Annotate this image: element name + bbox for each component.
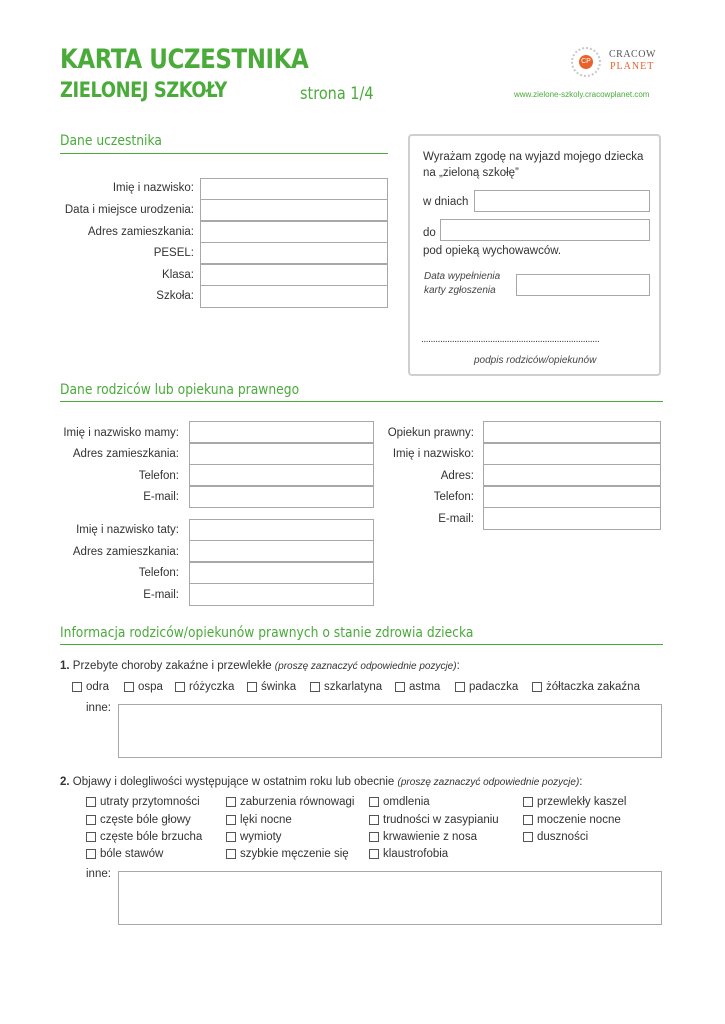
checkbox-symptom[interactable]: [86, 796, 200, 808]
checkbox-symptom[interactable]: [369, 831, 477, 843]
checkbox-symptom[interactable]: [523, 831, 588, 843]
field-label: Imię i nazwisko taty:: [76, 524, 179, 536]
section-parents-title: Dane rodziców lub opiekuna prawnego: [60, 382, 300, 398]
checkbox-label: bóle stawów: [100, 848, 164, 860]
participant-class-input[interactable]: [200, 264, 388, 286]
checkbox-symptom[interactable]: [226, 848, 349, 860]
checkbox-square[interactable]: [247, 682, 257, 692]
checkbox-label: żółtaczka zakaźna: [546, 681, 640, 693]
q2-text: Objawy i dolegliwości występujące w ostatnim roku lub obecnie: [72, 776, 395, 788]
checkbox-label: utraty przytomności: [100, 796, 200, 808]
father-address-input[interactable]: [189, 540, 374, 562]
title-line1: KARTA UCZESTNIKA: [60, 44, 309, 75]
checkbox-square[interactable]: [369, 832, 379, 842]
field-label: Telefon:: [138, 470, 179, 482]
checkbox-label: częste bóle brzucha: [100, 831, 203, 843]
checkbox-square[interactable]: [310, 682, 320, 692]
section-rule: [60, 644, 663, 645]
checkbox-label: padaczka: [469, 681, 519, 693]
checkbox-label: astma: [409, 681, 441, 693]
checkbox-label: duszności: [537, 831, 589, 843]
checkbox-square[interactable]: [175, 682, 185, 692]
q1-text: Przebyte choroby zakaźne i przewlekłe: [72, 660, 272, 672]
checkbox-rozyczka[interactable]: [175, 681, 234, 693]
checkbox-square[interactable]: [226, 797, 236, 807]
mother-phone-input[interactable]: [189, 464, 374, 486]
q2-hint: (proszę zaznaczyć odpowiednie pozycje): [397, 777, 580, 788]
section-rule: [60, 153, 388, 154]
field-label: Adres:: [440, 470, 474, 482]
field-label: Szkoła:: [156, 290, 194, 302]
consent-from-label: w dniach: [423, 196, 469, 208]
checkbox-square[interactable]: [86, 849, 96, 859]
checkbox-square[interactable]: [455, 682, 465, 692]
q2-other-textarea[interactable]: [118, 871, 662, 925]
guardian-phone-input[interactable]: [483, 486, 661, 508]
field-label: Adres zamieszkania:: [72, 546, 179, 558]
checkbox-square[interactable]: [523, 815, 533, 825]
checkbox-square[interactable]: [226, 849, 236, 859]
checkbox-square[interactable]: [369, 815, 379, 825]
checkbox-zoltaczka[interactable]: [532, 681, 640, 693]
guardian-address-input[interactable]: [483, 464, 661, 486]
checkbox-label: różyczka: [189, 681, 235, 693]
checkbox-square[interactable]: [86, 797, 96, 807]
checkbox-square[interactable]: [86, 832, 96, 842]
other-label: inne:: [86, 868, 111, 880]
checkbox-swinka[interactable]: [247, 681, 296, 693]
consent-to-label: do: [423, 227, 436, 239]
signature-line: ...........................................................................: [421, 334, 600, 345]
checkbox-square[interactable]: [523, 832, 533, 842]
section-participant-title: Dane uczestnika: [60, 133, 162, 149]
checkbox-square[interactable]: [72, 682, 82, 692]
q1-number: 1.: [60, 660, 70, 672]
checkbox-label: lęki nocne: [240, 814, 292, 826]
consent-line1: Wyrażam zgodę na wyjazd mojego dziecka: [423, 151, 644, 163]
checkbox-symptom[interactable]: [369, 796, 430, 808]
section-health-title: Informacja rodziców/opiekunów prawnych o stanie zdrowia dziecka: [60, 625, 474, 641]
checkbox-square[interactable]: [226, 832, 236, 842]
field-label: Telefon:: [138, 567, 179, 579]
checkbox-square[interactable]: [124, 682, 134, 692]
field-label: Adres zamieszkania:: [72, 448, 179, 460]
checkbox-label: moczenie nocne: [537, 814, 621, 826]
checkbox-label: zaburzenia równowagi: [240, 796, 355, 808]
q2-colon: :: [579, 776, 583, 788]
field-label: Imię i nazwisko:: [392, 448, 474, 460]
field-label: E-mail:: [438, 513, 474, 525]
consent-from-input[interactable]: [474, 190, 650, 212]
field-label: Adres zamieszkania:: [87, 226, 194, 238]
title-line2: ZIELONEJ SZKOŁY: [60, 78, 227, 102]
field-label: Imię i nazwisko mamy:: [63, 427, 179, 439]
q1-other-textarea[interactable]: [118, 704, 662, 758]
mother-address-input[interactable]: [189, 443, 374, 465]
participant-birth-input[interactable]: [200, 199, 388, 221]
field-label: E-mail:: [143, 589, 179, 601]
checkbox-square[interactable]: [523, 797, 533, 807]
field-label: Opiekun prawny:: [387, 427, 474, 439]
consent-line2: na „zieloną szkołę”: [423, 167, 519, 179]
question-2: [60, 776, 583, 788]
section-rule: [60, 401, 663, 402]
checkbox-label: szkarlatyna: [324, 681, 383, 693]
checkbox-square[interactable]: [86, 815, 96, 825]
participant-name-input[interactable]: [200, 178, 388, 200]
logo-text-1: CRACOW: [609, 49, 656, 60]
checkbox-symptom[interactable]: [226, 814, 292, 826]
checkbox-symptom[interactable]: [226, 831, 282, 843]
field-label: E-mail:: [143, 491, 179, 503]
checkbox-label: odra: [86, 681, 110, 693]
checkbox-label: szybkie męczenie się: [240, 848, 349, 860]
guardian-name-input[interactable]: [483, 443, 661, 465]
checkbox-ospa[interactable]: [124, 681, 163, 693]
guardian-input[interactable]: [483, 421, 661, 443]
checkbox-label: klaustrofobia: [383, 848, 449, 860]
website-url: www.zielone-szkoly.cracowplanet.com: [514, 90, 650, 99]
logo-mark: CP: [579, 55, 593, 69]
checkbox-symptom[interactable]: [523, 796, 626, 808]
checkbox-label: trudności w zasypianiu: [383, 814, 499, 826]
mother-name-input[interactable]: [189, 421, 374, 443]
checkbox-square[interactable]: [226, 815, 236, 825]
field-label: PESEL:: [153, 247, 194, 259]
checkbox-square[interactable]: [395, 682, 405, 692]
participant-school-input[interactable]: [200, 285, 388, 308]
checkbox-square[interactable]: [532, 682, 542, 692]
father-email-input[interactable]: [189, 583, 374, 606]
field-label: Data i miejsce urodzenia:: [64, 204, 194, 216]
mother-email-input[interactable]: [189, 486, 374, 508]
field-label: Imię i nazwisko:: [112, 182, 194, 194]
date-label-1: Data wypełnienia: [424, 271, 501, 282]
q1-colon: :: [456, 660, 460, 672]
participant-address-input[interactable]: [200, 221, 388, 243]
logo-text-2: PLANET: [610, 61, 655, 72]
date-label-2: karty zgłoszenia: [424, 285, 496, 296]
checkbox-label: wymioty: [240, 831, 282, 843]
checkbox-square[interactable]: [369, 849, 379, 859]
guardian-email-input[interactable]: [483, 507, 661, 530]
field-label: Telefon:: [433, 491, 474, 503]
consent-to-input[interactable]: [440, 219, 650, 241]
checkbox-label: przewlekły kaszel: [537, 796, 627, 808]
checkbox-symptom[interactable]: [523, 814, 621, 826]
checkbox-symptom[interactable]: [86, 814, 191, 826]
checkbox-symptom[interactable]: [226, 796, 354, 808]
checkbox-label: omdlenia: [383, 796, 430, 808]
checkbox-label: świnka: [261, 681, 297, 693]
q1-hint: (proszę zaznaczyć odpowiednie pozycje): [274, 661, 457, 672]
q2-number: 2.: [60, 776, 70, 788]
field-label: Klasa:: [162, 269, 194, 281]
page-indicator: strona 1/4: [300, 84, 374, 104]
checkbox-symptom[interactable]: [86, 848, 163, 860]
checkbox-astma[interactable]: [395, 681, 440, 693]
father-name-input[interactable]: [189, 519, 374, 541]
checkbox-symptom[interactable]: [369, 848, 448, 860]
question-1: [60, 660, 460, 672]
checkbox-symptom[interactable]: [369, 814, 499, 826]
checkbox-square[interactable]: [369, 797, 379, 807]
father-phone-input[interactable]: [189, 562, 374, 584]
checkbox-padaczka[interactable]: [455, 681, 518, 693]
fill-date-input[interactable]: [516, 274, 650, 296]
other-label: inne:: [86, 702, 111, 714]
checkbox-odra[interactable]: [72, 681, 109, 693]
consent-care: pod opieką wychowawców.: [423, 245, 562, 257]
checkbox-label: krwawienie z nosa: [383, 831, 477, 843]
checkbox-szkarlatyna[interactable]: [310, 681, 382, 693]
checkbox-label: częste bóle głowy: [100, 814, 191, 826]
participant-pesel-input[interactable]: [200, 242, 388, 264]
checkbox-label: ospa: [138, 681, 163, 693]
checkbox-symptom[interactable]: [86, 831, 202, 843]
signature-caption: podpis rodziców/opiekunów: [474, 355, 597, 366]
